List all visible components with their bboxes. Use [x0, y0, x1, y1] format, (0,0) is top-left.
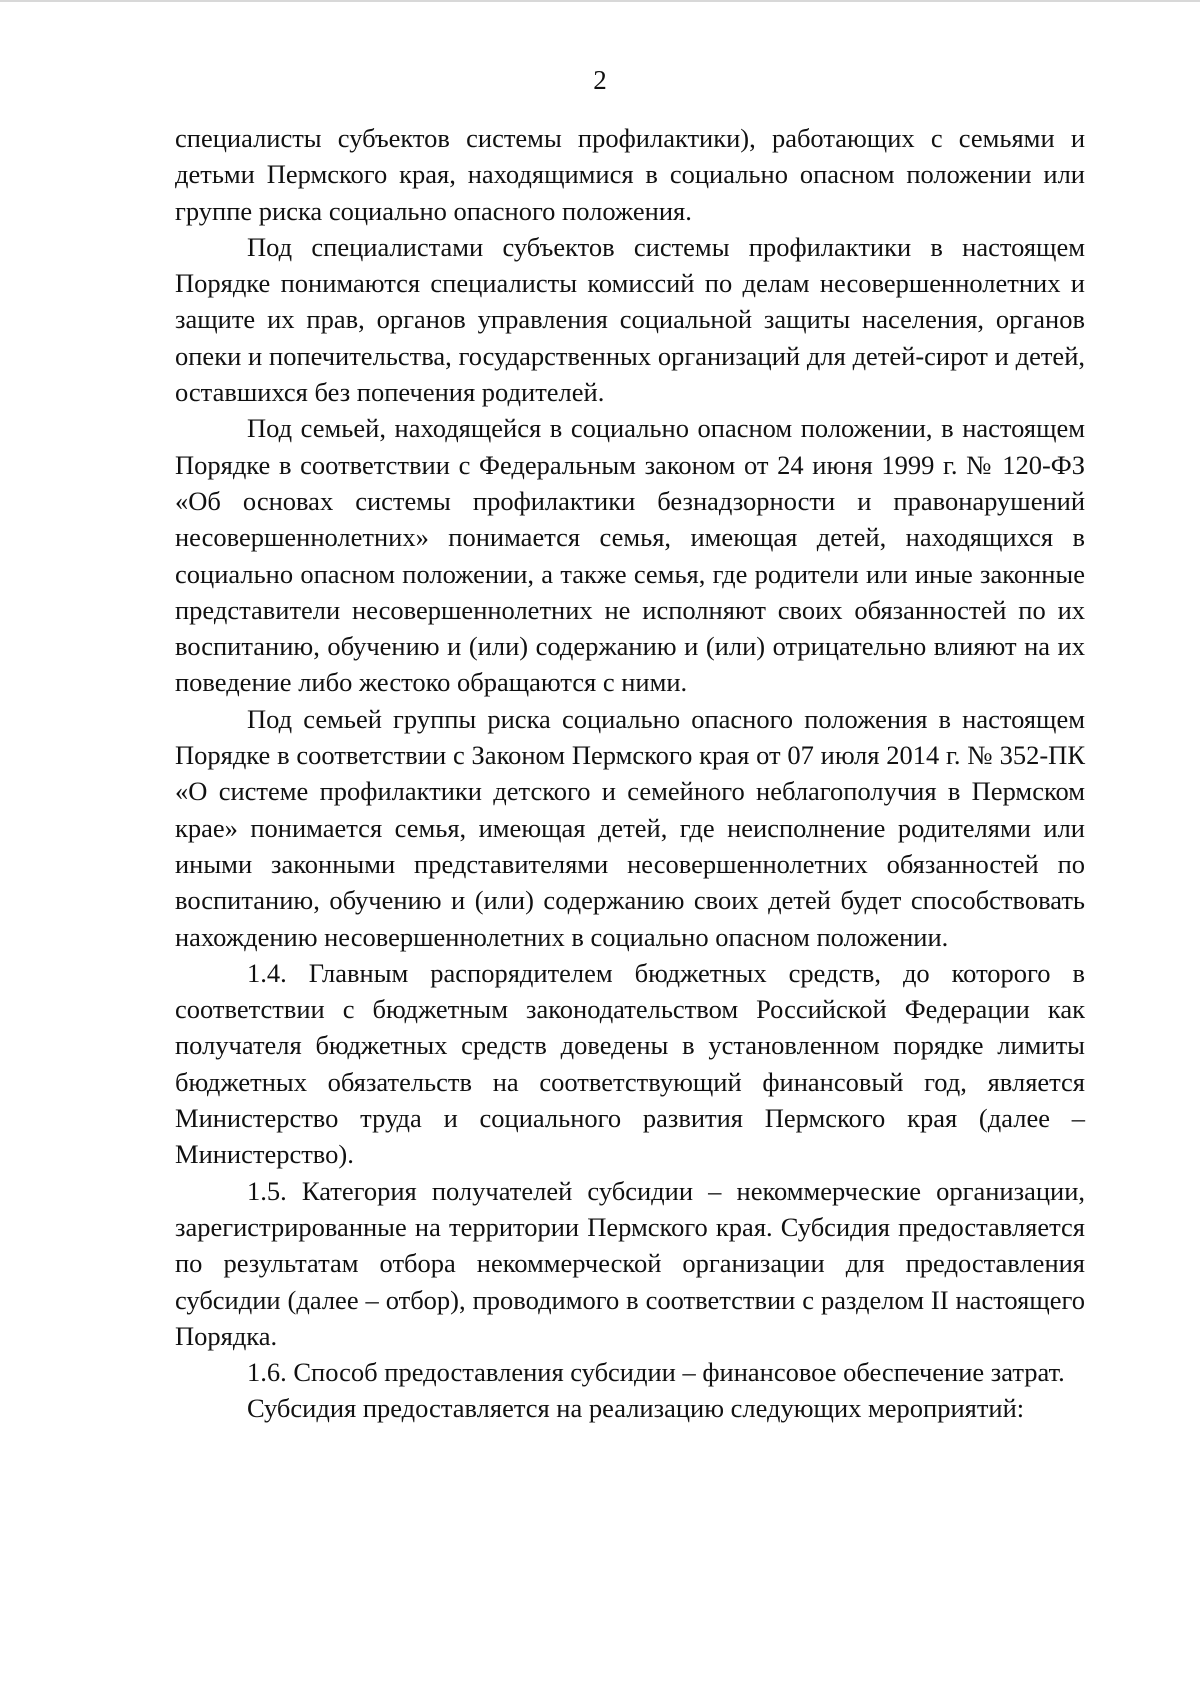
paragraph-subsidy-measures: Субсидия предоставляется на реализацию следующих мероприятий: — [247, 1393, 1025, 1424]
paragraph-family-risk-definition: Под семьей группы риска социально опасного положения в настоящем Порядке в соответствии с Законом Пермского края от 07 июля 2014 г. № 352-ПК «О системе профилактики детского и семейного неблагополучия в Пермском крае» понимается семья, имеющая детей, где неисполнение родителями или иными законными представителями несовершеннолетних обязанностей по воспитанию, обучению и (или) содержанию своих детей будет способствовать нахождению несовершеннолетних в социально опасном положении. — [175, 703, 1085, 952]
paragraph-1-5: 1.5. Категория получателей субсидии – некоммерческие организации, зарегистрированные на территории Пермского края. Субсидия предоставляется по результатам отбора некоммерческой организации для предоставления субсидии (далее – отбор), проводимого в соответствии с разделом II настоящего Порядка. — [175, 1175, 1085, 1351]
paragraph-1-4: 1.4. Главным распорядителем бюджетных средств, до которого в соответствии с бюджетным законодательством Российской Федерации как получателя бюджетных средств доведены в установленном порядке лимиты бюджетных обязательств на соответствующий финансовый год, является Министерство труда и социального развития Пермского края (далее – Министерство). — [175, 957, 1085, 1170]
paragraph-specialists-definition: Под специалистами субъектов системы профилактики в настоящем Порядке понимаются специалисты комиссий по делам несовершеннолетних и защите их прав, органов управления социальной защиты населения, органов опеки и попечительства, государственных организаций для детей-сирот и детей, оставшихся без попечения родителей. — [175, 231, 1085, 408]
scan-edge — [0, 0, 1200, 2]
document-body — [175, 120, 1085, 1427]
page-number: 2 — [593, 65, 607, 95]
paragraph-continuation: специалисты субъектов системы профилактики), работающих с семьями и детьми Пермского края, находящимися в социально опасном положении или группе риска социально опасного положения. — [175, 123, 1085, 226]
paragraph-family-danger-definition: Под семьей, находящейся в социально опасном положении, в настоящем Порядке в соответствии с Федеральным законом от 24 июня 1999 г. № 120-ФЗ «Об основах системы профилактики безнадзорности и правонарушений несовершеннолетних» понимается семья, имеющая детей, находящихся в социально опасном положении, а также семья, где родители или иные законные представители несовершеннолетних не исполняют своих обязанностей по их воспитанию, обучению и (или) содержанию и (или) отрицательно влияют на их поведение либо жестоко обращаются с ними. — [175, 413, 1085, 698]
paragraph-1-6: 1.6. Способ предоставления субсидии – финансовое обеспечение затрат. — [247, 1357, 1065, 1388]
